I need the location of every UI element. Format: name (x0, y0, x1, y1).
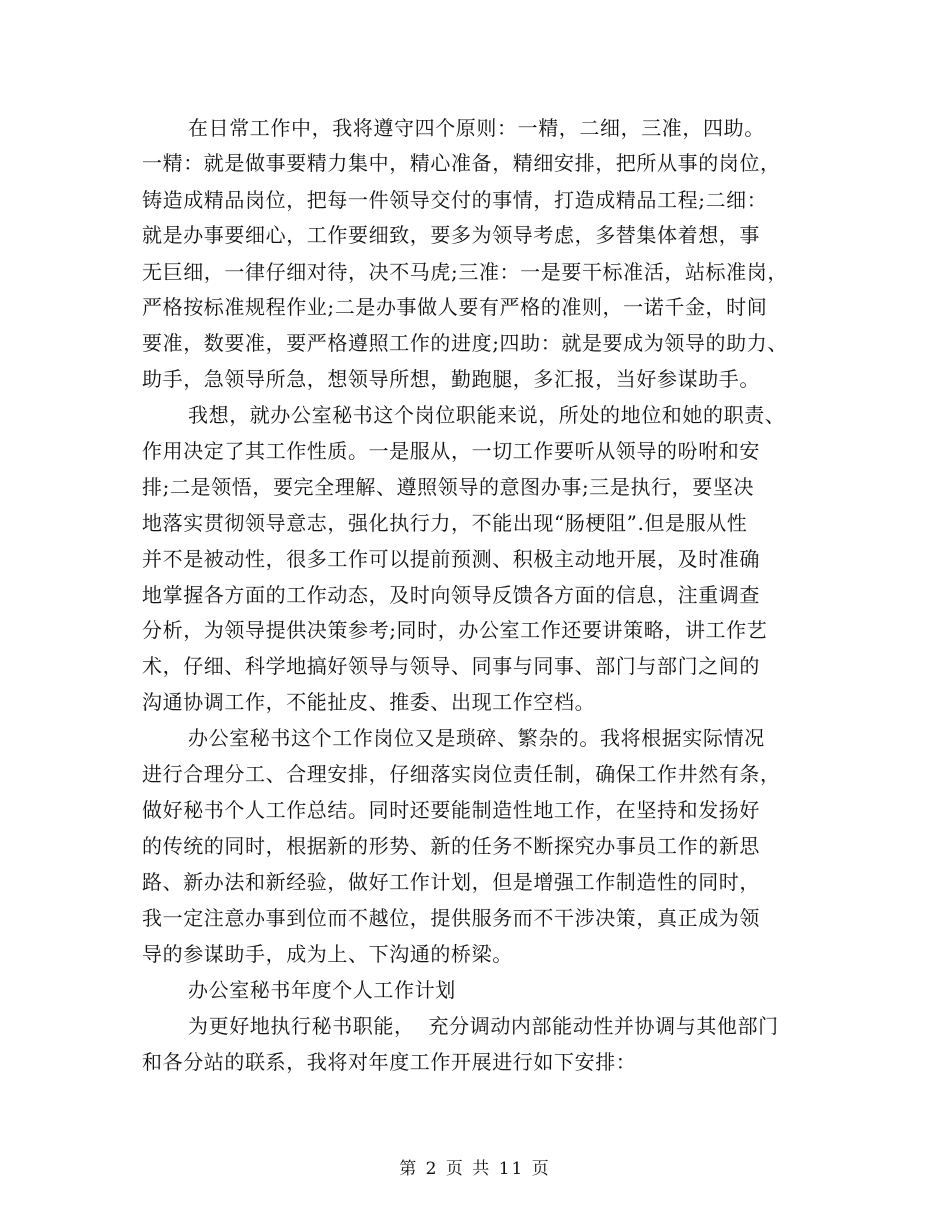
text-line: 作用决定了其工作性质。一是服从，一切工作要听从领导的吩咐和安 (142, 439, 760, 463)
text-line: 分析，为领导提供决策参考;同时，办公室工作还要讲策略，讲工作艺 (142, 618, 768, 642)
text-line: 术，仔细、科学地搞好领导与领导、同事与同事、部门与部门之间的 (142, 654, 760, 678)
page-footer: 第 2 页 共 11 页 (399, 1159, 551, 1179)
text-line: 就是办事要细心，工作要细致，要多为领导考虑，多替集体着想，事 (142, 223, 760, 247)
text-line: 排;二是领悟，要完全理解、遵照领导的意图办事;三是执行，要坚决 (142, 475, 755, 499)
text-line: 的传统的同时，根据新的形势、新的任务不断探究办事员工作的新思 (142, 834, 760, 858)
text-line: 我一定注意办事到位而不越位，提供服务而不干涉决策，真正成为领 (142, 906, 760, 930)
text-line: 铸造成精品岗位，把每一件领导交付的事情，打造成精品工程;二细： (142, 188, 768, 212)
text-line: 沟通协调工作，不能扯皮、推委、出现工作空档。 (142, 690, 596, 714)
text-line: 并不是被动性，很多工作可以提前预测、积极主动地开展，及时准确 (142, 547, 760, 571)
text-line: 在日常工作中，我将遵守四个原则：一精，二细，三准，四助。 (188, 116, 765, 140)
text-line: 和各分站的联系，我将对年度工作开展进行如下安排： (142, 1050, 637, 1074)
text-line: 助手，急领导所急，想领导所想，勤跑腿，多汇报，当好参谋助手。 (142, 367, 760, 391)
text-line: 为更好地执行秘书职能， 充分调动内部能动性并协调与其他部门 (188, 1014, 779, 1038)
text-line: 路、新办法和新经验，做好工作计划，但是增强工作制造性的同时， (142, 870, 760, 894)
text-line: 进行合理分工、合理安排，仔细落实岗位责任制，确保工作井然有条， (142, 762, 781, 786)
text-line: 办公室秘书这个工作岗位又是琐碎、繁杂的。我将根据实际情况 (188, 726, 765, 750)
text-line: 做好秘书个人工作总结。同时还要能制造性地工作，在坚持和发扬好 (142, 798, 760, 822)
text-line: 一精：就是做事要精力集中，精心准备，精细安排，把所从事的岗位， (142, 151, 781, 175)
section-heading: 办公室秘书年度个人工作计划 (188, 978, 456, 1002)
text-line: 无巨细，一律仔细对待，决不马虎;三准：一是要干标准活，站标准岗， (142, 260, 788, 284)
text-line: 导的参谋助手，成为上、下沟通的桥梁。 (142, 942, 513, 966)
text-line: 要准，数要准，要严格遵照工作的进度;四助：就是要成为领导的助力、 (142, 331, 788, 355)
text-line: 我想，就办公室秘书这个岗位职能来说，所处的地位和她的职责、 (188, 403, 786, 427)
text-line: 地掌握各方面的工作动态，及时向领导反馈各方面的信息，注重调查 (142, 583, 760, 607)
text-line: 地落实贯彻领导意志，强化执行力，不能出现“肠梗阻”.但是服从性 (142, 511, 748, 535)
text-line: 严格按标准规程作业;二是办事做人要有严格的准则，一诺千金，时间 (142, 295, 768, 319)
